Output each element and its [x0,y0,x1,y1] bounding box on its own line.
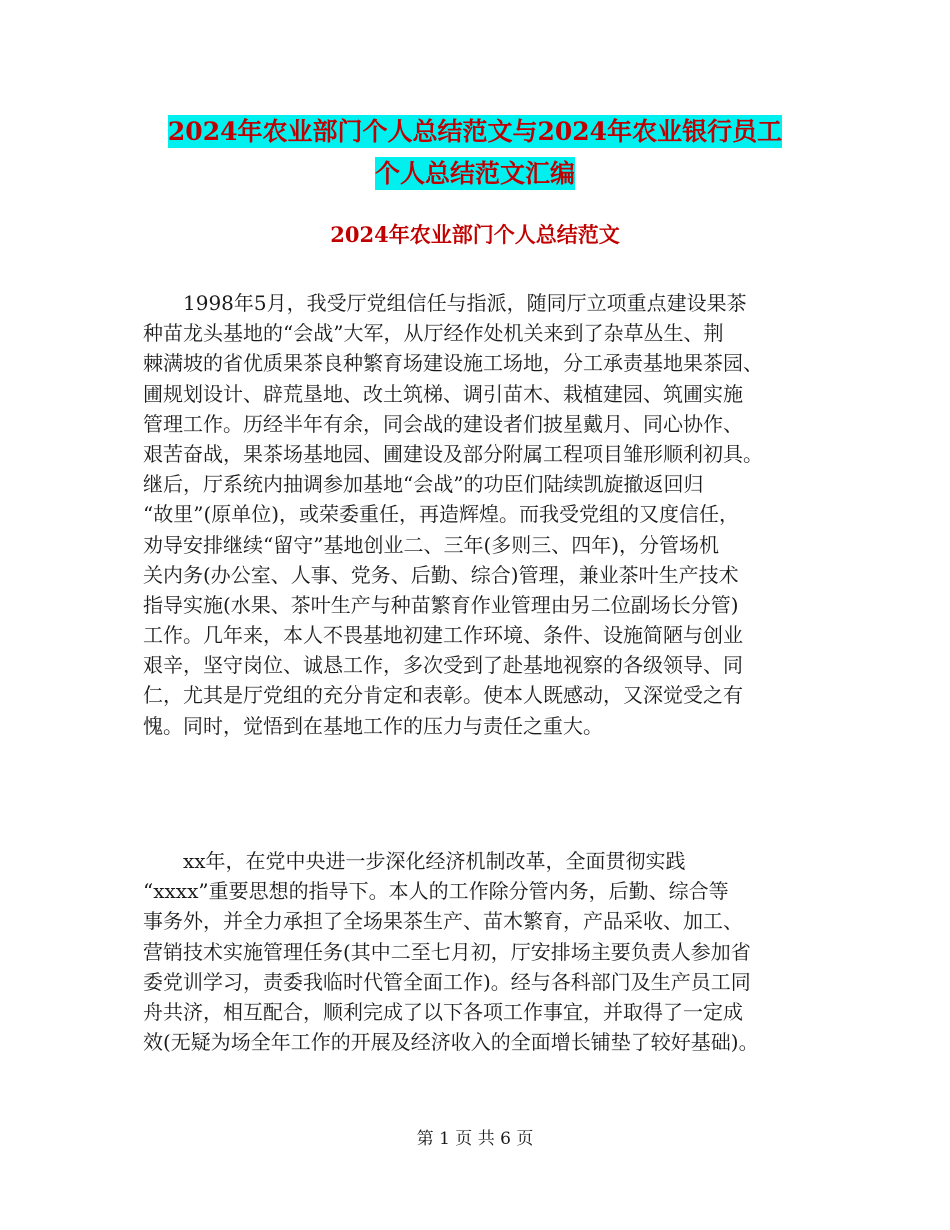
paragraph-line: 艰辛，坚守岗位、诚恳工作，多次受到了赴基地视察的各级领导、同 [143,653,743,678]
section-title: 2024年农业部门个人总结范文 [330,222,620,247]
paragraph-line: 圃规划设计、辟荒垦地、改土筑梯、调引苗木、栽植建园、筑圃实施 [143,381,743,406]
paragraph-line: 劝导安排继续“留守”基地创业二、三年(多则三、四年)，分管场机 [143,532,720,557]
paragraph-line: 艰苦奋战，果茶场基地园、圃建设及部分附属工程项目雏形顺利初具。 [143,441,763,466]
document-title-line-2 [140,153,810,195]
paragraph-2 [143,846,803,1057]
paragraph-line: 1998年5月，我受厅党组信任与指派，随同厅立项重点建设果茶 [143,291,747,315]
paragraph-line: 营销技术实施管理任务(其中二至七月初，厅安排场主要负责人参加省 [143,939,751,964]
paragraph-line: 效(无疑为场全年工作的开展及经济收入的全面增长铺垫了较好基础)。 [143,1030,759,1055]
paragraph-line: “故里”(原单位)，或荣委重任，再造辉煌。而我受党组的又度信任， [143,502,740,527]
paragraph-line: xx年，在党中央进一步深化经济机制改革，全面贯彻实践 [143,849,686,873]
paragraph-line: 舟共济，相互配合，顺利完成了以下各项工作事宜，并取得了一定成 [143,999,743,1024]
document-title-text-2: 个人总结范文汇编 [374,159,575,188]
paragraph-line: 指导实施(水果、茶叶生产与种苗繁育作业管理由另二位副场长分管) [143,592,739,617]
paragraph-line: 种苗龙头基地的“会战”大军，从厅经作处机关来到了杂草丛生、荆 [143,321,724,346]
paragraph-line: 关内务(办公室、人事、党务、后勤、综合)管理，兼业茶叶生产技术 [143,562,739,587]
page-footer: 第 1 页 共 6 页 [416,1129,534,1149]
paragraph-line: 管理工作。历经半年有余，同会战的建设者们披星戴月、同心协作、 [143,411,743,436]
paragraph-line: 仁，尤其是厅党组的充分肯定和表彰。使本人既感动，又深觉受之有 [143,683,743,708]
paragraph-line: 工作。几年来，本人不畏基地初建工作环境、条件、设施简陋与创业 [143,623,743,648]
paragraph-1 [143,288,803,741]
paragraph-line: “xxxx”重要思想的指导下。本人的工作除分管内务，后勤、综合等 [143,879,729,904]
paragraph-line: 愧。同时，觉悟到在基地工作的压力与责任之重大。 [143,713,603,738]
document-title-text-1: 2024年农业部门个人总结范文与2024年农业银行员工 [167,117,783,146]
paragraph-line: 委党训学习，责委我临时代管全面工作)。经与各科部门及生产员工同 [143,969,751,994]
paragraph-line: 事务外，并全力承担了全场果茶生产、苗木繁育，产品采收、加工、 [143,909,743,934]
paragraph-line: 继后，厅系统内抽调参加基地“会战”的功臣们陆续凯旋撤返回归 [143,472,704,497]
document-title-line-1 [140,111,810,153]
paragraph-line: 棘满坡的省优质果茶良种繁育场建设施工场地，分工承责基地果茶园、 [143,351,763,376]
